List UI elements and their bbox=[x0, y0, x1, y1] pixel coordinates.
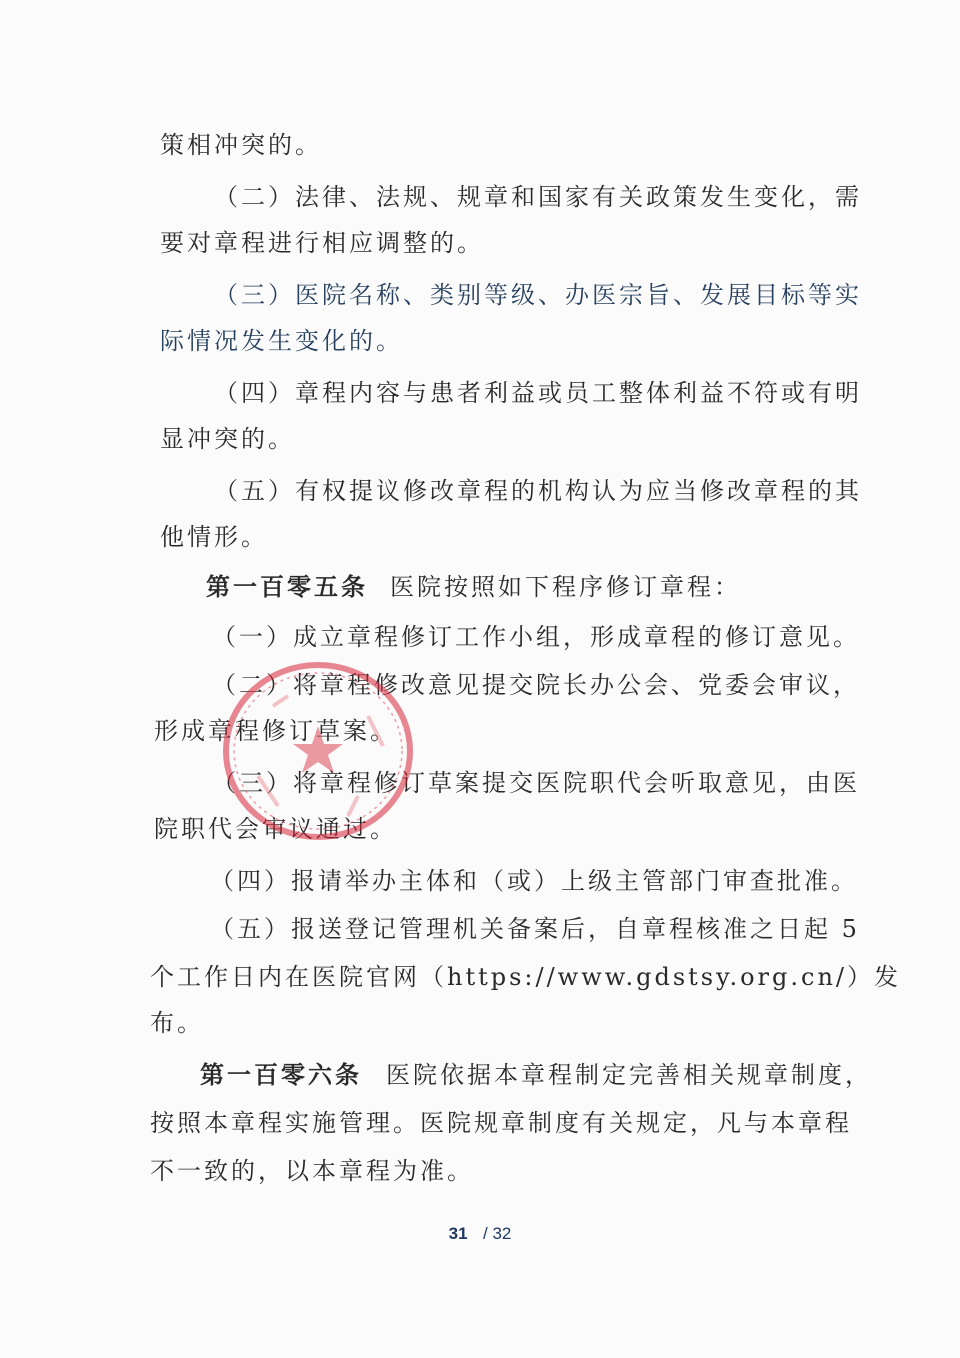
text-line: （三）将章程修订草案提交医院职代会听取意见，由医 bbox=[212, 769, 860, 797]
text-line: （一）成立章程修订工作小组，形成章程的修订意见。 bbox=[212, 623, 860, 651]
text-line: 际情况发生变化的。 bbox=[160, 327, 403, 355]
article-105 bbox=[206, 572, 741, 602]
page-separator: / bbox=[483, 1224, 488, 1243]
text-line: 形成章程修订草案。 bbox=[154, 717, 397, 745]
text-line: 策相冲突的。 bbox=[160, 131, 322, 159]
text-line: （四）报请举办主体和（或）上级主管部门审查批准。 bbox=[210, 867, 858, 895]
article-text: 医院按照如下程序修订章程： bbox=[390, 573, 741, 601]
text-line: 布。 bbox=[150, 1009, 204, 1037]
current-page: 31 bbox=[448, 1224, 468, 1243]
article-text: 医院依据本章程制定完善相关规章制度， bbox=[386, 1061, 872, 1089]
text-line: 个工作日内在医院官网（https://www.gdstsy.org.cn/）发 bbox=[150, 963, 901, 991]
text-line: （四）章程内容与患者利益或员工整体利益不符或有明 bbox=[214, 379, 862, 407]
article-106 bbox=[200, 1060, 872, 1090]
text-line: （五）有权提议修改章程的机构认为应当修改章程的其 bbox=[214, 477, 862, 505]
text-line: 不一致的，以本章程为准。 bbox=[150, 1157, 474, 1185]
text-line: 按照本章程实施管理。医院规章制度有关规定，凡与本章程 bbox=[150, 1109, 852, 1137]
article-number: 第一百零五条 bbox=[206, 573, 368, 601]
text-line: （二）将章程修改意见提交院长办公会、党委会审议， bbox=[212, 671, 860, 699]
text-line: 院职代会审议通过。 bbox=[154, 815, 397, 843]
text-line: 显冲突的。 bbox=[160, 425, 295, 453]
text-line: （三）医院名称、类别等级、办医宗旨、发展目标等实 bbox=[214, 281, 862, 309]
text-line: 要对章程进行相应调整的。 bbox=[160, 229, 484, 257]
text-line: （二）法律、法规、规章和国家有关政策发生变化，需 bbox=[214, 183, 862, 211]
text-line: （五）报送登记管理机关备案后，自章程核准之日起 5 bbox=[210, 915, 860, 943]
text-line: 他情形。 bbox=[160, 523, 268, 551]
article-number: 第一百零六条 bbox=[200, 1061, 362, 1089]
page-number bbox=[0, 1224, 960, 1244]
total-pages: 32 bbox=[492, 1224, 512, 1243]
